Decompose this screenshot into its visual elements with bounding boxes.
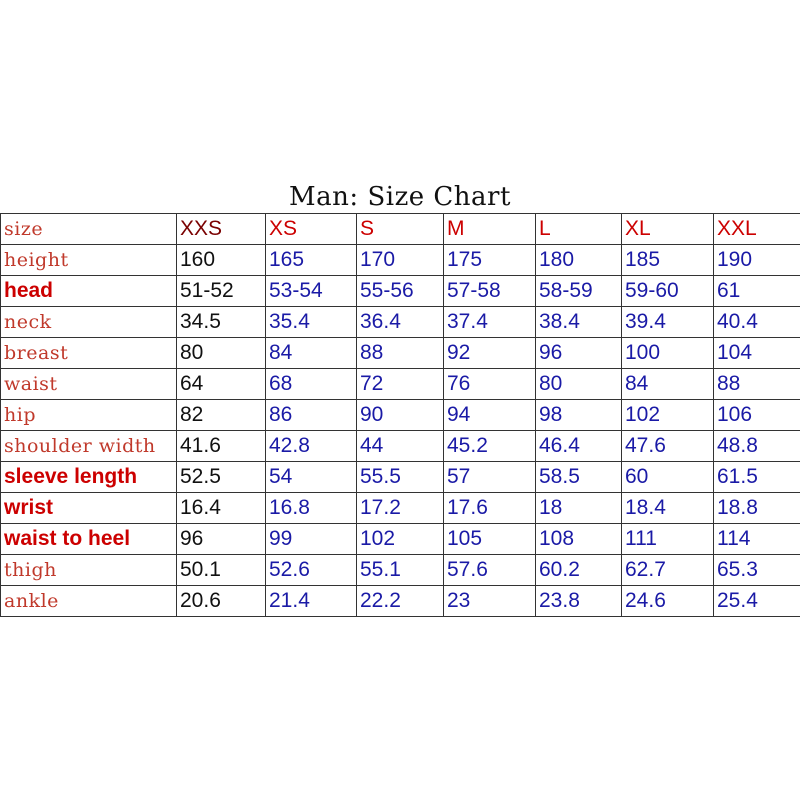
value-cell: 18 — [536, 493, 622, 524]
value-cell: 18.4 — [622, 493, 714, 524]
value-cell: 54 — [266, 462, 357, 493]
row-label-cell: thigh — [1, 555, 177, 586]
value-cell: 17.2 — [357, 493, 444, 524]
value-cell: 53-54 — [266, 276, 357, 307]
value-cell: 180 — [536, 245, 622, 276]
value-cell: 59-60 — [622, 276, 714, 307]
row-label-cell: waist — [1, 369, 177, 400]
size-header-cell: XL — [622, 214, 714, 245]
row-label-cell: sleeve length — [1, 462, 177, 493]
value-cell: 21.4 — [266, 586, 357, 617]
value-cell: 62.7 — [622, 555, 714, 586]
value-cell: 57-58 — [444, 276, 536, 307]
value-cell: 100 — [622, 338, 714, 369]
row-label-cell: waist to heel — [1, 524, 177, 555]
value-cell: 72 — [357, 369, 444, 400]
value-cell: 57.6 — [444, 555, 536, 586]
value-cell: 58.5 — [536, 462, 622, 493]
value-cell: 185 — [622, 245, 714, 276]
size-chart-table — [0, 213, 800, 617]
table-row — [1, 400, 800, 431]
value-cell: 76 — [444, 369, 536, 400]
value-cell: 111 — [622, 524, 714, 555]
page-title: Man: Size Chart — [289, 182, 511, 212]
value-cell: 16.4 — [177, 493, 266, 524]
size-header-cell: S — [357, 214, 444, 245]
value-cell: 36.4 — [357, 307, 444, 338]
value-cell: 23 — [444, 586, 536, 617]
value-cell: 64 — [177, 369, 266, 400]
value-cell: 55.5 — [357, 462, 444, 493]
value-cell: 92 — [444, 338, 536, 369]
row-label-cell: shoulder width — [1, 431, 177, 462]
value-cell: 80 — [177, 338, 266, 369]
value-cell: 90 — [357, 400, 444, 431]
table-row — [1, 462, 800, 493]
table-row — [1, 276, 800, 307]
value-cell: 96 — [536, 338, 622, 369]
table-row — [1, 493, 800, 524]
table-row — [1, 245, 800, 276]
table-row — [1, 586, 800, 617]
value-cell: 61.5 — [714, 462, 800, 493]
value-cell: 47.6 — [622, 431, 714, 462]
value-cell: 17.6 — [444, 493, 536, 524]
value-cell: 175 — [444, 245, 536, 276]
header-label-cell: size — [1, 214, 177, 245]
value-cell: 94 — [444, 400, 536, 431]
value-cell: 20.6 — [177, 586, 266, 617]
value-cell: 16.8 — [266, 493, 357, 524]
value-cell: 22.2 — [357, 586, 444, 617]
row-label-cell: height — [1, 245, 177, 276]
value-cell: 96 — [177, 524, 266, 555]
size-header-cell: XXS — [177, 214, 266, 245]
size-header-cell: XXL — [714, 214, 800, 245]
size-header-cell: XS — [266, 214, 357, 245]
value-cell: 102 — [622, 400, 714, 431]
row-label-cell: wrist — [1, 493, 177, 524]
value-cell: 40.4 — [714, 307, 800, 338]
row-label-cell: ankle — [1, 586, 177, 617]
value-cell: 52.6 — [266, 555, 357, 586]
value-cell: 102 — [357, 524, 444, 555]
value-cell: 84 — [622, 369, 714, 400]
value-cell: 190 — [714, 245, 800, 276]
value-cell: 99 — [266, 524, 357, 555]
value-cell: 25.4 — [714, 586, 800, 617]
value-cell: 58-59 — [536, 276, 622, 307]
value-cell: 86 — [266, 400, 357, 431]
size-header-cell: M — [444, 214, 536, 245]
value-cell: 108 — [536, 524, 622, 555]
table-body — [1, 214, 800, 617]
value-cell: 88 — [357, 338, 444, 369]
value-cell: 50.1 — [177, 555, 266, 586]
value-cell: 65.3 — [714, 555, 800, 586]
value-cell: 18.8 — [714, 493, 800, 524]
size-header-cell: L — [536, 214, 622, 245]
value-cell: 57 — [444, 462, 536, 493]
value-cell: 60.2 — [536, 555, 622, 586]
value-cell: 24.6 — [622, 586, 714, 617]
value-cell: 80 — [536, 369, 622, 400]
value-cell: 60 — [622, 462, 714, 493]
table-row — [1, 369, 800, 400]
value-cell: 61 — [714, 276, 800, 307]
value-cell: 45.2 — [444, 431, 536, 462]
value-cell: 84 — [266, 338, 357, 369]
value-cell: 35.4 — [266, 307, 357, 338]
row-label-cell: hip — [1, 400, 177, 431]
value-cell: 114 — [714, 524, 800, 555]
value-cell: 104 — [714, 338, 800, 369]
value-cell: 55-56 — [357, 276, 444, 307]
value-cell: 46.4 — [536, 431, 622, 462]
value-cell: 105 — [444, 524, 536, 555]
row-label-cell: neck — [1, 307, 177, 338]
table-row — [1, 431, 800, 462]
table-row — [1, 555, 800, 586]
value-cell: 51-52 — [177, 276, 266, 307]
value-cell: 34.5 — [177, 307, 266, 338]
value-cell: 44 — [357, 431, 444, 462]
value-cell: 38.4 — [536, 307, 622, 338]
value-cell: 170 — [357, 245, 444, 276]
value-cell: 42.8 — [266, 431, 357, 462]
table-row — [1, 524, 800, 555]
value-cell: 98 — [536, 400, 622, 431]
table-row — [1, 307, 800, 338]
value-cell: 52.5 — [177, 462, 266, 493]
value-cell: 41.6 — [177, 431, 266, 462]
value-cell: 37.4 — [444, 307, 536, 338]
table-header-row — [1, 214, 800, 245]
value-cell: 165 — [266, 245, 357, 276]
row-label-cell: head — [1, 276, 177, 307]
value-cell: 23.8 — [536, 586, 622, 617]
value-cell: 68 — [266, 369, 357, 400]
value-cell: 160 — [177, 245, 266, 276]
value-cell: 48.8 — [714, 431, 800, 462]
row-label-cell: breast — [1, 338, 177, 369]
value-cell: 88 — [714, 369, 800, 400]
table-row — [1, 338, 800, 369]
value-cell: 39.4 — [622, 307, 714, 338]
value-cell: 106 — [714, 400, 800, 431]
value-cell: 55.1 — [357, 555, 444, 586]
value-cell: 82 — [177, 400, 266, 431]
